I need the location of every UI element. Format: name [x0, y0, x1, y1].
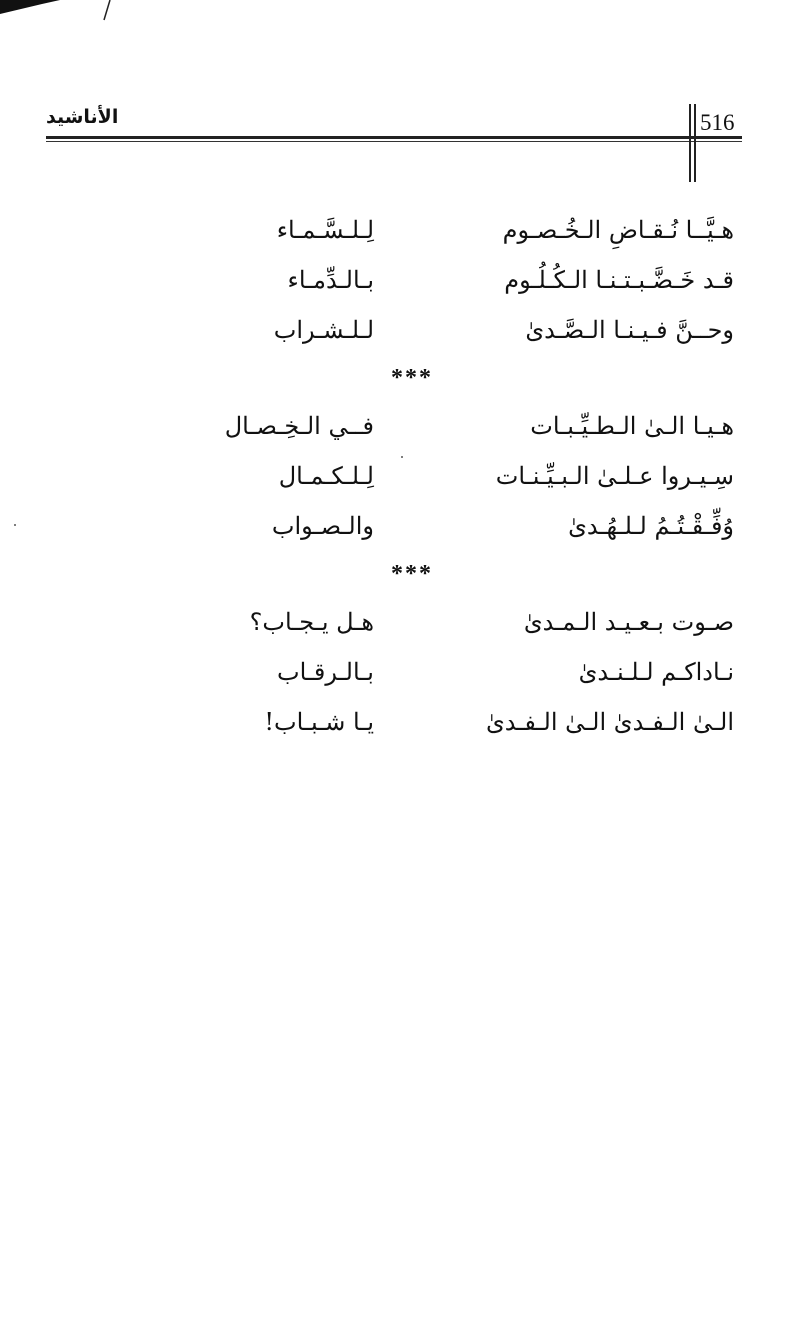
stanza-2 [50, 404, 734, 554]
header-vertical-bar [694, 104, 696, 182]
verse-second-hemistich: لِـلـسَّـمـاء [276, 216, 374, 244]
verse [50, 600, 734, 650]
verse-second-hemistich: يـا شـبـاب! [264, 708, 374, 736]
verse-second-hemistich: هـل يـجـاب؟ [249, 608, 374, 636]
verse-first-hemistich: سِـيـروا عـلـىٰ الـبـيِّـنـات [495, 462, 734, 490]
verse [50, 308, 734, 358]
page-number: 516 [700, 110, 735, 135]
stanza-3 [50, 600, 734, 750]
scan-edge-mark [0, 0, 60, 18]
stanza-separator: *** [391, 365, 433, 391]
stanza-separator: *** [391, 561, 433, 587]
verse [50, 650, 734, 700]
stanza-1 [50, 208, 734, 358]
page-header [0, 100, 788, 190]
header-vertical-bar [689, 104, 691, 182]
scan-speck [14, 524, 16, 526]
verse-second-hemistich: لـلـشـراب [273, 316, 374, 344]
header-rule-thin [46, 141, 742, 142]
verse-first-hemistich: الـىٰ الـفـدىٰ الـىٰ الـفـدىٰ [485, 708, 734, 736]
running-title: الأناشيد [46, 106, 119, 128]
verse [50, 208, 734, 258]
verse [50, 258, 734, 308]
verse-second-hemistich: والـصـواب [271, 512, 374, 540]
scan-speck [401, 456, 403, 458]
verse-first-hemistich: قـد خَـضَّـبـتـنـا الـكُـلُـوم [504, 266, 734, 294]
header-rule-thick [46, 136, 742, 139]
poem [50, 208, 734, 750]
verse-second-hemistich: بـالـدِّمـاء [287, 266, 374, 294]
verse-first-hemistich: نـاداكـم لـلـنـدىٰ [578, 658, 734, 686]
verse [50, 504, 734, 554]
verse-first-hemistich: وحــنَّ فـيـنـا الـصَّـدىٰ [525, 316, 734, 344]
scan-pen-mark [100, 0, 114, 22]
verse-first-hemistich: هـيَّــا نُـقـاضِ الـخُـصـوم [502, 216, 734, 244]
verse [50, 700, 734, 750]
verse [50, 404, 734, 454]
verse-first-hemistich: وُفِّـقْـتُـمُ لـلـهُـدىٰ [568, 512, 734, 540]
verse-first-hemistich: صـوت بـعـيـد الـمـدىٰ [523, 608, 734, 636]
verse-second-hemistich: فــي الـخِـصـال [224, 412, 374, 440]
verse-first-hemistich: هـيـا الـىٰ الـطـيِّـبـات [530, 412, 734, 440]
verse-second-hemistich: لِـلـكـمـال [278, 462, 374, 490]
verse [50, 454, 734, 504]
verse-second-hemistich: بـالـرقـاب [276, 658, 374, 686]
